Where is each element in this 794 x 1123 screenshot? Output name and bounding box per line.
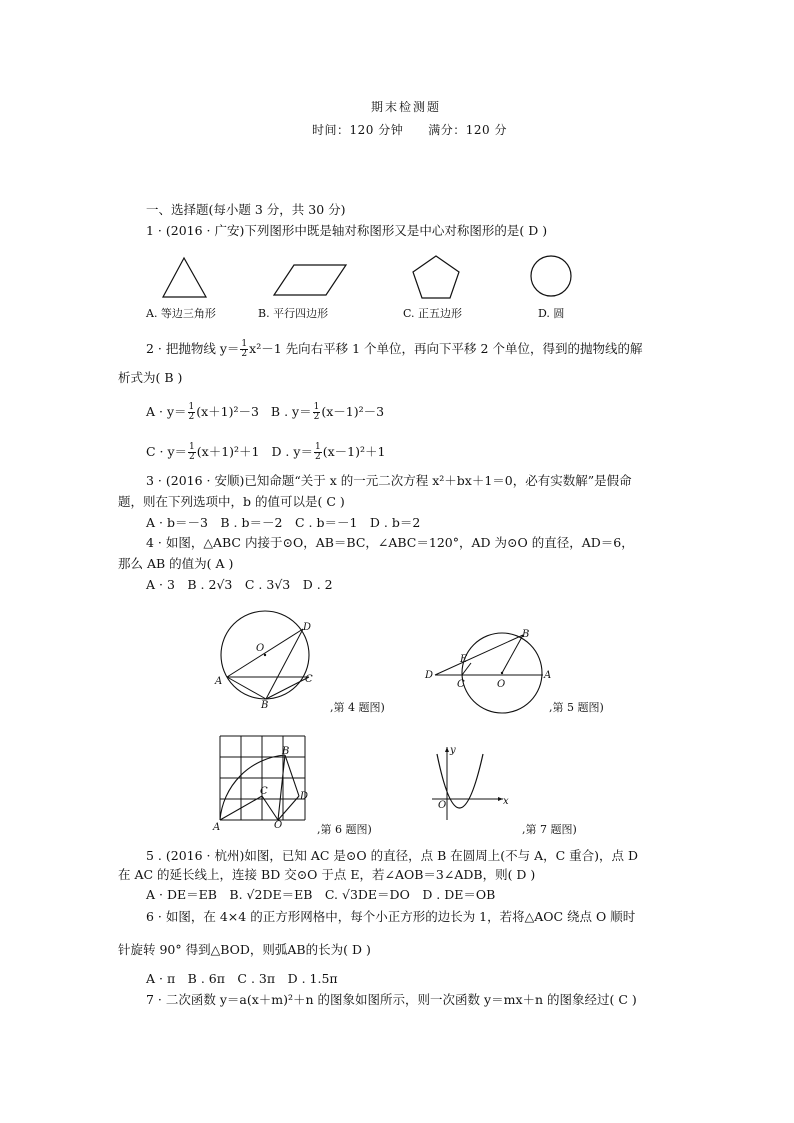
question-3-line2: 题，则在下列选项中，b 的值可以是( C ) <box>118 494 345 509</box>
question-6-line2: 针旋转 90° 得到△BOD，则弧AB的长为( D ) <box>118 942 371 957</box>
question-7-line1: 7 · 二次函数 y＝a(x＋m)²＋n 的图象如图所示，则一次函数 y＝mx＋n 的图象经过( C ) <box>146 992 637 1007</box>
question-3-options: A · b＝－3 B . b＝－2 C . b＝－1 D . b＝2 <box>146 515 421 530</box>
fig4-label-c: C <box>305 674 313 685</box>
fig6-label-a: A <box>213 822 221 833</box>
fraction-numerator: 1 <box>314 442 321 452</box>
fig4-label-o: O <box>256 643 265 654</box>
fig4-label-d: D <box>303 622 312 633</box>
fraction-half <box>240 340 248 359</box>
q2-option-d-pre: D . y＝ <box>271 444 313 459</box>
fraction-denominator: 2 <box>189 452 195 462</box>
q2-option-b-pre: B . y＝ <box>270 404 312 419</box>
fig5-label-d: D <box>425 670 434 681</box>
q2-option-b-post: (x－1)²－3 <box>321 404 385 419</box>
figure-5-circle-diagram <box>423 626 563 716</box>
figure-7-caption: ,第 7 题图) <box>522 823 577 836</box>
fraction-numerator: 1 <box>313 402 320 412</box>
exam-info: 时间：120 分钟 满分：120 分 <box>312 123 507 137</box>
figure-7-parabola-graph <box>426 742 526 822</box>
fraction-numerator: 1 <box>189 442 195 452</box>
question-4-options: A · 3 B . 2√3 C . 3√3 D . 2 <box>146 577 333 592</box>
q2-option-a-post: (x＋1)²－3 <box>196 404 259 419</box>
question-5-line2: 在 AC 的延长线上，连接 BD 交⊙O 于点 E，若∠AOB＝3∠ADB，则( D ) <box>118 867 536 882</box>
q1-shapes <box>150 252 590 302</box>
fraction-denominator: 2 <box>241 349 248 359</box>
question-6-options: A · π B . 6π C . 3π D . 1.5π <box>146 971 338 986</box>
figure-5-caption: ,第 5 题图) <box>549 701 604 714</box>
fraction-denominator: 2 <box>314 452 321 462</box>
equilateral-triangle-shape <box>163 258 206 297</box>
q2-options-row2 <box>146 443 385 462</box>
fig5-label-a: A <box>544 670 552 681</box>
question-2-line2: 析式为( B ) <box>118 370 183 385</box>
circle-shape <box>531 256 571 296</box>
figure-6-caption: ,第 6 题图) <box>317 823 372 836</box>
q2-options-row1 <box>146 403 384 422</box>
fig6-label-o: O <box>274 820 283 831</box>
q2-pre: 2 · 把抛物线 y＝ <box>146 341 240 356</box>
parallelogram-shape <box>274 265 346 295</box>
q2-option-c-pre: C · y＝ <box>146 444 188 459</box>
fig4-label-b: B <box>261 700 269 711</box>
regular-pentagon-shape <box>413 256 459 298</box>
fraction-half <box>188 443 196 462</box>
question-4-line1: 4 · 如图，△ABC 内接于⊙O，AB＝BC，∠ABC＝120°，AD 为⊙O 的直径，AD＝6， <box>146 535 634 550</box>
fig6-label-d: D <box>300 791 309 802</box>
fig6-label-b: B <box>282 746 290 757</box>
q1-option-c: C. 正五边形 <box>403 307 463 320</box>
fig7-label-x: x <box>503 796 509 807</box>
fig5-label-o: O <box>497 679 506 690</box>
fig5-label-e: E <box>460 654 468 665</box>
fraction-denominator: 2 <box>313 412 320 422</box>
q2-option-d-post: (x－1)²＋1 <box>322 444 386 459</box>
question-3-line1: 3 · (2016 · 安顺)已知命题“关于 x 的一元二次方程 x²＋bx＋1＝0，必有实数解”是假命 <box>146 473 632 488</box>
fraction-half <box>314 443 322 462</box>
fraction-half <box>313 403 321 422</box>
q2-option-a-pre: A · y＝ <box>146 404 187 419</box>
question-1-text: 1 · (2016 · 广安)下列图形中既是轴对称图形又是中心对称图形的是( D ) <box>146 223 548 238</box>
fraction-half <box>188 403 196 422</box>
q1-option-d: D. 圆 <box>538 307 565 320</box>
fraction-numerator: 1 <box>241 339 248 349</box>
fraction-denominator: 2 <box>188 412 195 422</box>
section-heading: 一、选择题(每小题 3 分，共 30 分) <box>146 202 346 217</box>
fig5-label-c: C <box>457 679 465 690</box>
fig5-label-b: B <box>522 629 530 640</box>
question-5-line1: 5 . (2016 · 杭州)如图，已知 AC 是⊙O 的直径，点 B 在圆周上(不与 A，C 重合)，点 D <box>146 848 639 863</box>
q1-option-b: B. 平行四边形 <box>258 307 329 320</box>
fig6-label-c: C <box>260 786 268 797</box>
figure-6-grid-diagram <box>208 734 328 834</box>
question-2-line1 <box>146 340 642 359</box>
q2-mid: x²－1 先向右平移 1 个单位，再向下平移 2 个单位，得到的抛物线的解 <box>249 341 643 356</box>
fig4-label-a: A <box>215 676 223 687</box>
figure-4-circle-diagram <box>210 610 330 710</box>
figure-4-caption: ,第 4 题图) <box>330 701 385 714</box>
question-5-options: A · DE＝EB B. √2DE＝EB C. √3DE＝DO D . DE＝OB <box>146 887 496 902</box>
question-4-line2: 那么 AB 的值为( A ) <box>118 556 234 571</box>
page-title: 期末检测题 <box>371 100 442 114</box>
q1-option-a: A. 等边三角形 <box>146 307 216 320</box>
question-6-line1: 6 · 如图，在 4×4 的正方形网格中，每个小正方形的边长为 1，若将△AOC 绕点 O 顺时 <box>146 909 636 924</box>
fraction-numerator: 1 <box>188 402 195 412</box>
q2-option-c-post: (x＋1)²＋1 <box>196 444 260 459</box>
fig7-label-y: y <box>450 745 456 756</box>
fig7-label-o: O <box>438 800 447 811</box>
